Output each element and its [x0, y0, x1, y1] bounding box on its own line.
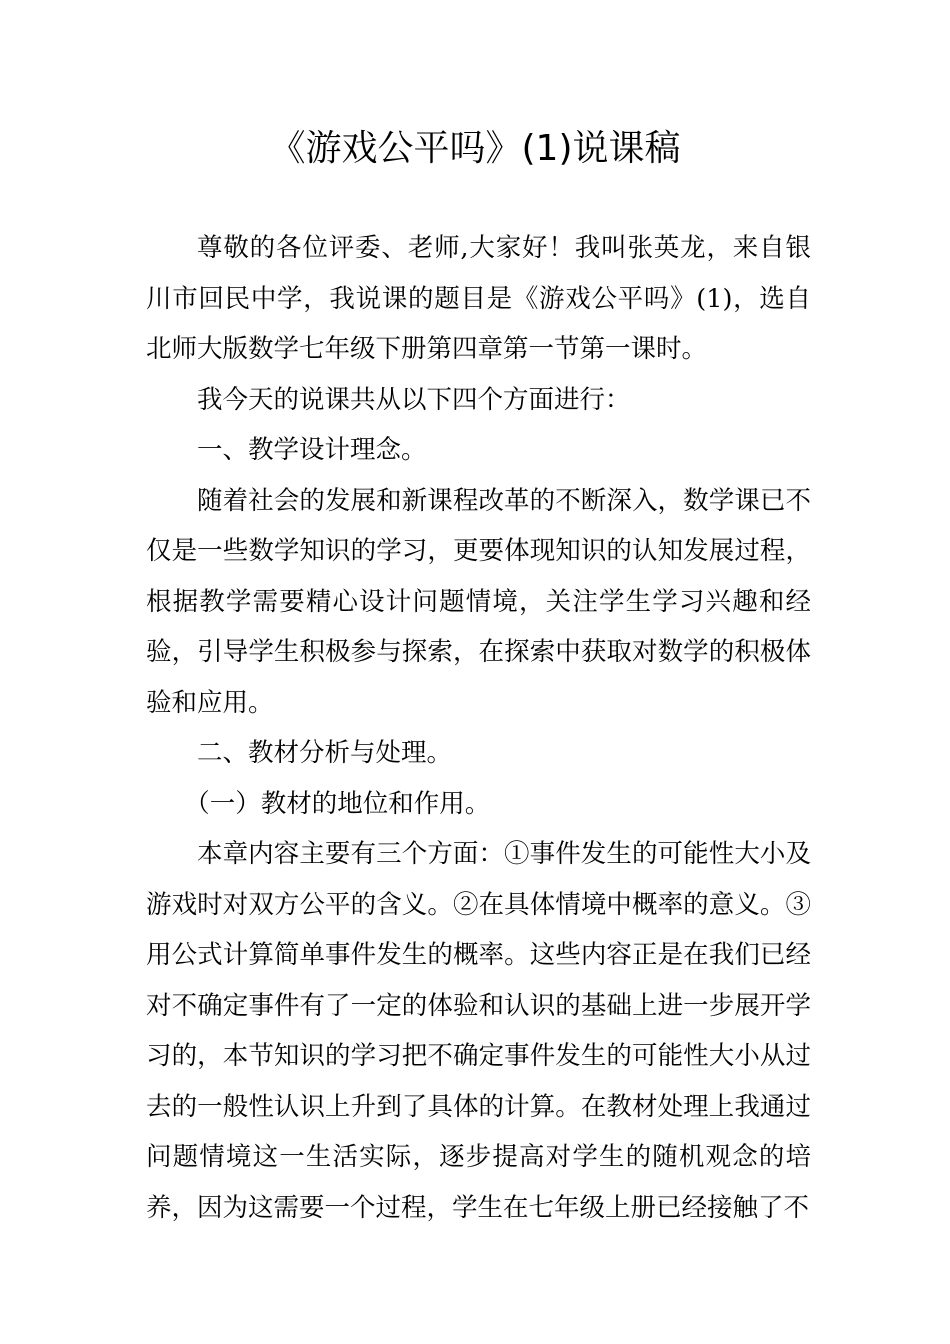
paragraph-outline: 我今天的说课共从以下四个方面进行： [197, 384, 631, 415]
section-heading-textbook-analysis: 二、教材分析与处理。 [197, 738, 453, 768]
document-body [146, 223, 811, 1233]
paragraph-chapter-content: 本章内容主要有三个方面：①事件发生的可能性大小及游戏时对双方公平的含义。②在具体情境中概率的意义。③用公式计算简单事件发生的概率。这些内容正是在我们已经对不确定事件有了一定的体验和认识的基础上进一步展开学习的，本节知识的学习把不确定事件发生的可能性大小从过去的一般性认识上升到了具体的计算。在教材处理上我通过问题情境这一生活实际，逐步提高对学生的随机观念的培养，因为这需要一个过程，学生在七年级上册已经接触了不 [146, 839, 811, 1223]
document-title: 《游戏公平吗》(1)说课稿 [269, 128, 681, 169]
paragraph-design-concept: 随着社会的发展和新课程改革的不断深入，数学课已不仅是一些数学知识的学习，更要体现知识的认知发展过程，根据教学需要精心设计问题情境，关注学生学习兴趣和经验，引导学生积极参与探索，在探索中获取对数学的积极体验和应用。 [146, 485, 811, 718]
section-heading-design-concept: 一、教学设计理念。 [197, 435, 427, 465]
subsection-heading-role: （一）教材的地位和作用。 [184, 788, 491, 819]
paragraph-intro: 尊敬的各位评委、老师,大家好！我叫张英龙，来自银川市回民中学，我说课的题目是《游戏公平吗》(1)，选自北师大版数学七年级下册第四章第一节第一课时。 [146, 233, 811, 364]
